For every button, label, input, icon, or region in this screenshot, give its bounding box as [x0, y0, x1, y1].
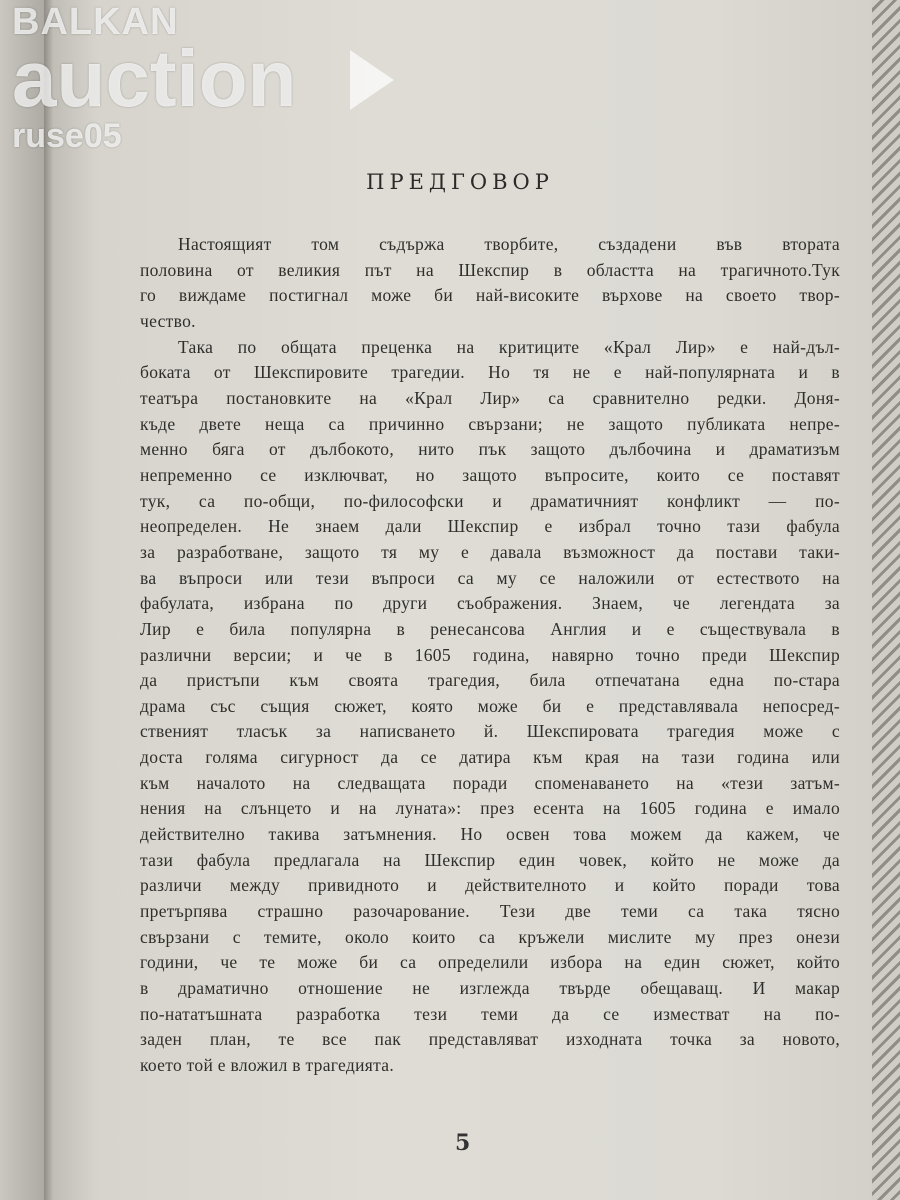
text-line: непременно се изключват, но защото въпросите, които се поставят	[140, 464, 840, 485]
text-line: за разработване, защото тя му е давала възможност да постави таки-	[140, 541, 840, 562]
text-line: претърпява страшно разочарование. Тези две теми са така тясно	[140, 901, 840, 922]
text-line: да пристъпи към своята трагедия, била отпечатана една по-стара	[140, 670, 840, 691]
text-line: тази фабула предлагала на Шекспир един човек, който не може да	[140, 849, 840, 870]
watermark-play-icon	[350, 50, 394, 110]
text-line: години, че те може би са определили избора на един сюжет, който	[140, 952, 840, 973]
watermark	[12, 2, 296, 156]
text-line: което той е вложил в трагедията.	[140, 1055, 395, 1075]
text-line: към началото на следващата поради споменаването на «тези затъм-	[140, 772, 840, 793]
text-line: заден план, те все пак представляват изходната точка за новото,	[140, 1029, 840, 1050]
text-line: ственият тласък за написването й. Шекспировата трагедия може с	[140, 721, 840, 742]
text-line: боката от Шекспировите трагедии. Но тя не е най-популярната и в	[140, 362, 840, 383]
text-line: в драматично отношение не изглежда твърде обещаващ. И макар	[140, 978, 840, 999]
watermark-brand-main: auction	[12, 34, 297, 123]
text-line: менно бяга от дълбокото, нито пък защото дълбочина и драматизъм	[140, 439, 840, 460]
text-line: действително такива затъмнения. Но освен това можем да кажем, че	[140, 824, 840, 845]
text-line: къде двете неща са причинно свързани; не защото публиката непре-	[140, 413, 840, 434]
page-title: ПРЕДГОВОР	[366, 170, 554, 194]
text-line: Настоящият том съдържа творбите, създадени във втората	[178, 234, 840, 254]
text-line: неопределен. Не знаем дали Шекспир е избрал точно тази фабула	[140, 516, 840, 537]
text-line: нения на слънцето и на луната»: през есента на 1605 година е имало	[140, 798, 840, 819]
text-line: чество.	[140, 310, 196, 331]
text-line: го виждаме постигнал може би най-високите върхове на своето твор-	[140, 285, 840, 306]
text-line: половина от великия път на Шекспир в областта на трагичното.Тук	[140, 259, 840, 280]
watermark-seller: ruse05	[12, 117, 122, 155]
watermark-brand-top: BALKAN	[12, 1, 179, 43]
text-line: по-нататъшната разработка тези теми да се изместват на по-	[140, 1003, 840, 1024]
page-number: 5	[455, 1130, 471, 1156]
text-line: Така по общата преценка на критиците «Крал Лир» е най-дъл-	[178, 336, 840, 357]
body-text	[140, 232, 840, 1079]
text-line: доста голяма сигурност да се датира към края на тази година или	[140, 747, 840, 768]
text-line: фабулата, избрана по други съображения. Знаем, че легендата за	[140, 593, 840, 614]
text-line: Лир е била популярна в ренесансова Англия и е съществувала в	[140, 618, 840, 639]
text-line: театъра постановките на «Крал Лир» са сравнително редки. Доня-	[140, 387, 840, 408]
text-line: свързани с темите, около които са кръжели мислите му през онези	[140, 926, 840, 947]
text-line: ва въпроси или тези въпроси са му се наложили от естеството на	[140, 567, 840, 588]
text-line: различни версии; и че в 1605 година, навярно точно преди Шекспир	[140, 644, 840, 665]
text-line: тук, са по-общи, по-философски и драматичният конфликт — по-	[140, 490, 840, 511]
text-line: драма със същия сюжет, която може би е представлявала непосред-	[140, 695, 840, 716]
text-line: различи между привидното и действителното и който поради това	[140, 875, 840, 896]
